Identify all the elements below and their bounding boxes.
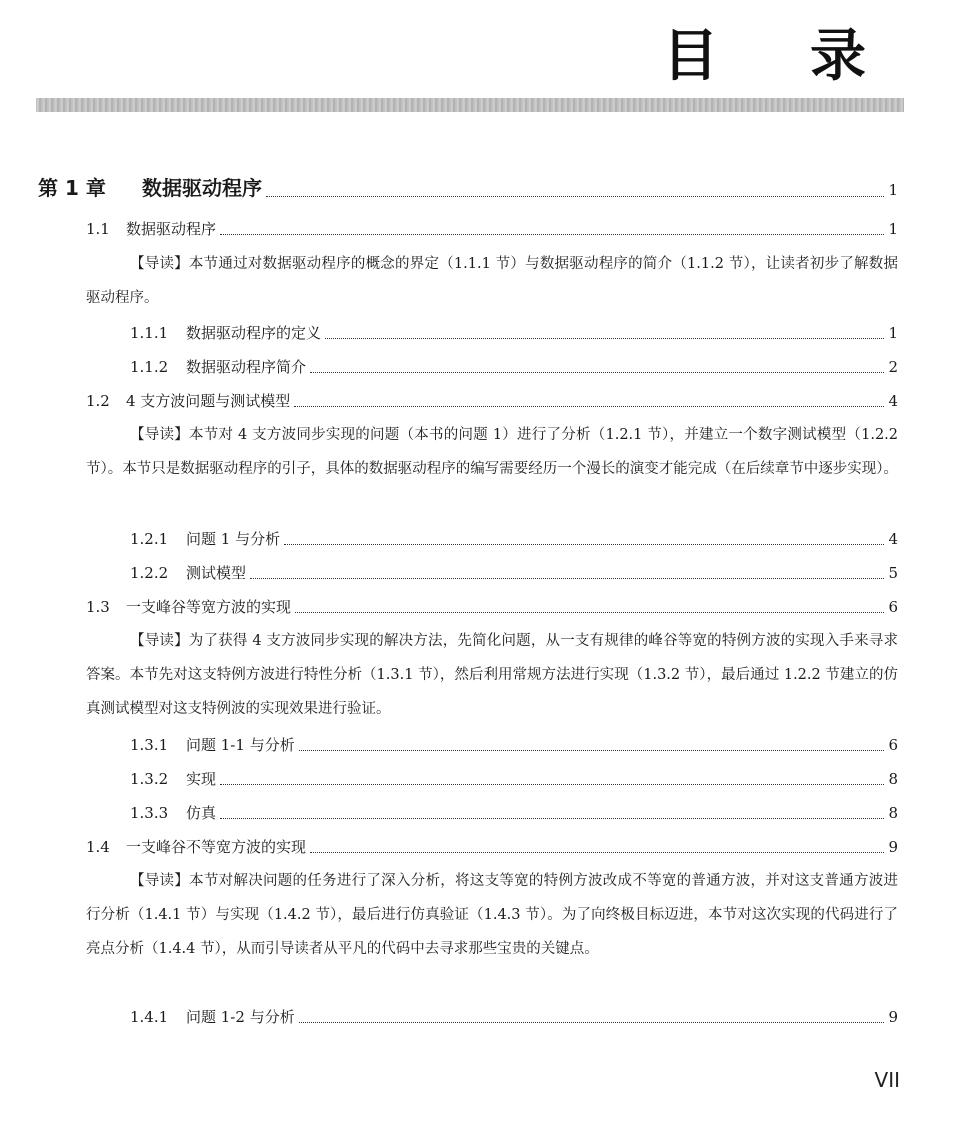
subsection-title: 数据驱动程序简介 xyxy=(186,358,307,376)
chapter-number: 第 1 章 xyxy=(38,176,106,200)
page-number: 1 xyxy=(888,324,898,342)
toc-subsection-1-3-2[interactable] xyxy=(130,768,898,789)
subsection-number: 1.2.1 xyxy=(130,530,169,548)
section-number: 1.4 xyxy=(86,838,110,856)
chapter-title: 数据驱动程序 xyxy=(142,176,262,200)
toc-subsection-1-1-1[interactable] xyxy=(130,322,898,343)
page-number: 1 xyxy=(888,220,898,238)
subsection-title: 测试模型 xyxy=(186,564,247,582)
subsection-title: 实现 xyxy=(186,770,217,788)
page-number: 9 xyxy=(888,838,898,856)
dot-leader xyxy=(295,611,884,613)
dot-leader xyxy=(310,851,884,853)
subsection-title: 数据驱动程序的定义 xyxy=(186,324,322,342)
toc-section-1-2[interactable] xyxy=(86,390,898,411)
dot-leader xyxy=(325,337,884,339)
section-number: 1.3 xyxy=(86,598,110,616)
subsection-number: 1.1.2 xyxy=(130,358,169,376)
dot-leader xyxy=(299,749,884,751)
subsection-title: 问题 1-1 与分析 xyxy=(186,736,295,754)
section-intro: 【导读】本节对解决问题的任务进行了深入分析，将这支等宽的特例方波改成不等宽的普通方波，并对这支普通方波进行分析（1.4.1 节）与实现（1.4.2 节），最后进行仿真验证（1.4.3 节）。为了向终极目标迈进，本节对这次实现的代码进行了亮点分析（1.4.4 节），从而引导读者从平凡的代码中去寻求那些宝贵的关键点。 xyxy=(86,873,898,957)
subsection-number: 1.1.1 xyxy=(130,324,169,342)
section-number: 1.2 xyxy=(86,392,110,410)
page-number: 8 xyxy=(888,804,898,822)
page-title: 目 录 xyxy=(662,24,902,89)
subsection-number: 1.2.2 xyxy=(130,564,169,582)
page-number: 6 xyxy=(888,736,898,754)
section-title: 数据驱动程序 xyxy=(126,220,217,238)
page-number: 6 xyxy=(888,598,898,616)
toc-section-1-4[interactable] xyxy=(86,836,898,857)
toc-subsection-1-3-1[interactable] xyxy=(130,734,898,755)
subsection-title: 问题 1 与分析 xyxy=(186,530,281,548)
dot-leader xyxy=(220,817,884,819)
toc-subsection-1-2-2[interactable] xyxy=(130,562,898,583)
page-number: 9 xyxy=(888,1008,898,1026)
subsection-number: 1.3.2 xyxy=(130,770,169,788)
page-number: 5 xyxy=(888,564,898,582)
dot-leader xyxy=(284,543,884,545)
page-number: 8 xyxy=(888,770,898,788)
dot-leader xyxy=(266,195,884,197)
section-number: 1.1 xyxy=(86,220,110,238)
section-title: 4 支方波问题与测试模型 xyxy=(126,392,291,410)
dot-leader xyxy=(220,233,884,235)
dot-leader xyxy=(250,577,884,579)
subsection-number: 1.3.3 xyxy=(130,804,169,822)
toc-subsection-1-3-3[interactable] xyxy=(130,802,898,823)
subsection-number: 1.3.1 xyxy=(130,736,169,754)
toc-section-1-3[interactable] xyxy=(86,596,898,617)
subsection-number: 1.4.1 xyxy=(130,1008,169,1026)
header-rule xyxy=(36,98,904,112)
dot-leader xyxy=(299,1021,884,1023)
toc-subsection-1-2-1[interactable] xyxy=(130,528,898,549)
page-number: 1 xyxy=(888,181,898,199)
section-intro: 【导读】为了获得 4 支方波同步实现的解决方法，先简化问题，从一支有规律的峰谷等宽的特例方波的实现入手来寻求答案。本节先对这支特例方波进行特性分析（1.3.1 节），然后利用常规方法进行实现（1.3.2 节），最后通过 1.2.2 节建立的仿真测试模型对这支特例波的实现效果进行验证。 xyxy=(86,633,898,717)
folio: VII xyxy=(874,1068,900,1092)
dot-leader xyxy=(310,371,884,373)
toc-subsection-1-4-1[interactable] xyxy=(130,1006,898,1027)
dot-leader xyxy=(294,405,884,407)
section-intro: 【导读】本节对 4 支方波同步实现的问题（本书的问题 1）进行了分析（1.2.1 节），并建立一个数字测试模型（1.2.2 节）。本节只是数据驱动程序的引子，具体的数据驱动程序的编写需要经历一个漫长的演变才能完成（在后续章节中逐步实现）。 xyxy=(86,427,898,477)
page-number: 4 xyxy=(888,530,898,548)
section-intro: 【导读】本节通过对数据驱动程序的概念的界定（1.1.1 节）与数据驱动程序的简介（1.1.2 节），让读者初步了解数据驱动程序。 xyxy=(86,256,898,306)
toc-chapter-1[interactable] xyxy=(38,172,898,201)
section-title: 一支峰谷不等宽方波的实现 xyxy=(126,838,307,856)
section-title: 一支峰谷等宽方波的实现 xyxy=(126,598,292,616)
subsection-title: 仿真 xyxy=(186,804,217,822)
page-number: 2 xyxy=(888,358,898,376)
toc-subsection-1-1-2[interactable] xyxy=(130,356,898,377)
toc-section-1-1[interactable] xyxy=(86,218,898,239)
dot-leader xyxy=(220,783,884,785)
page-number: 4 xyxy=(888,392,898,410)
subsection-title: 问题 1-2 与分析 xyxy=(186,1008,295,1026)
